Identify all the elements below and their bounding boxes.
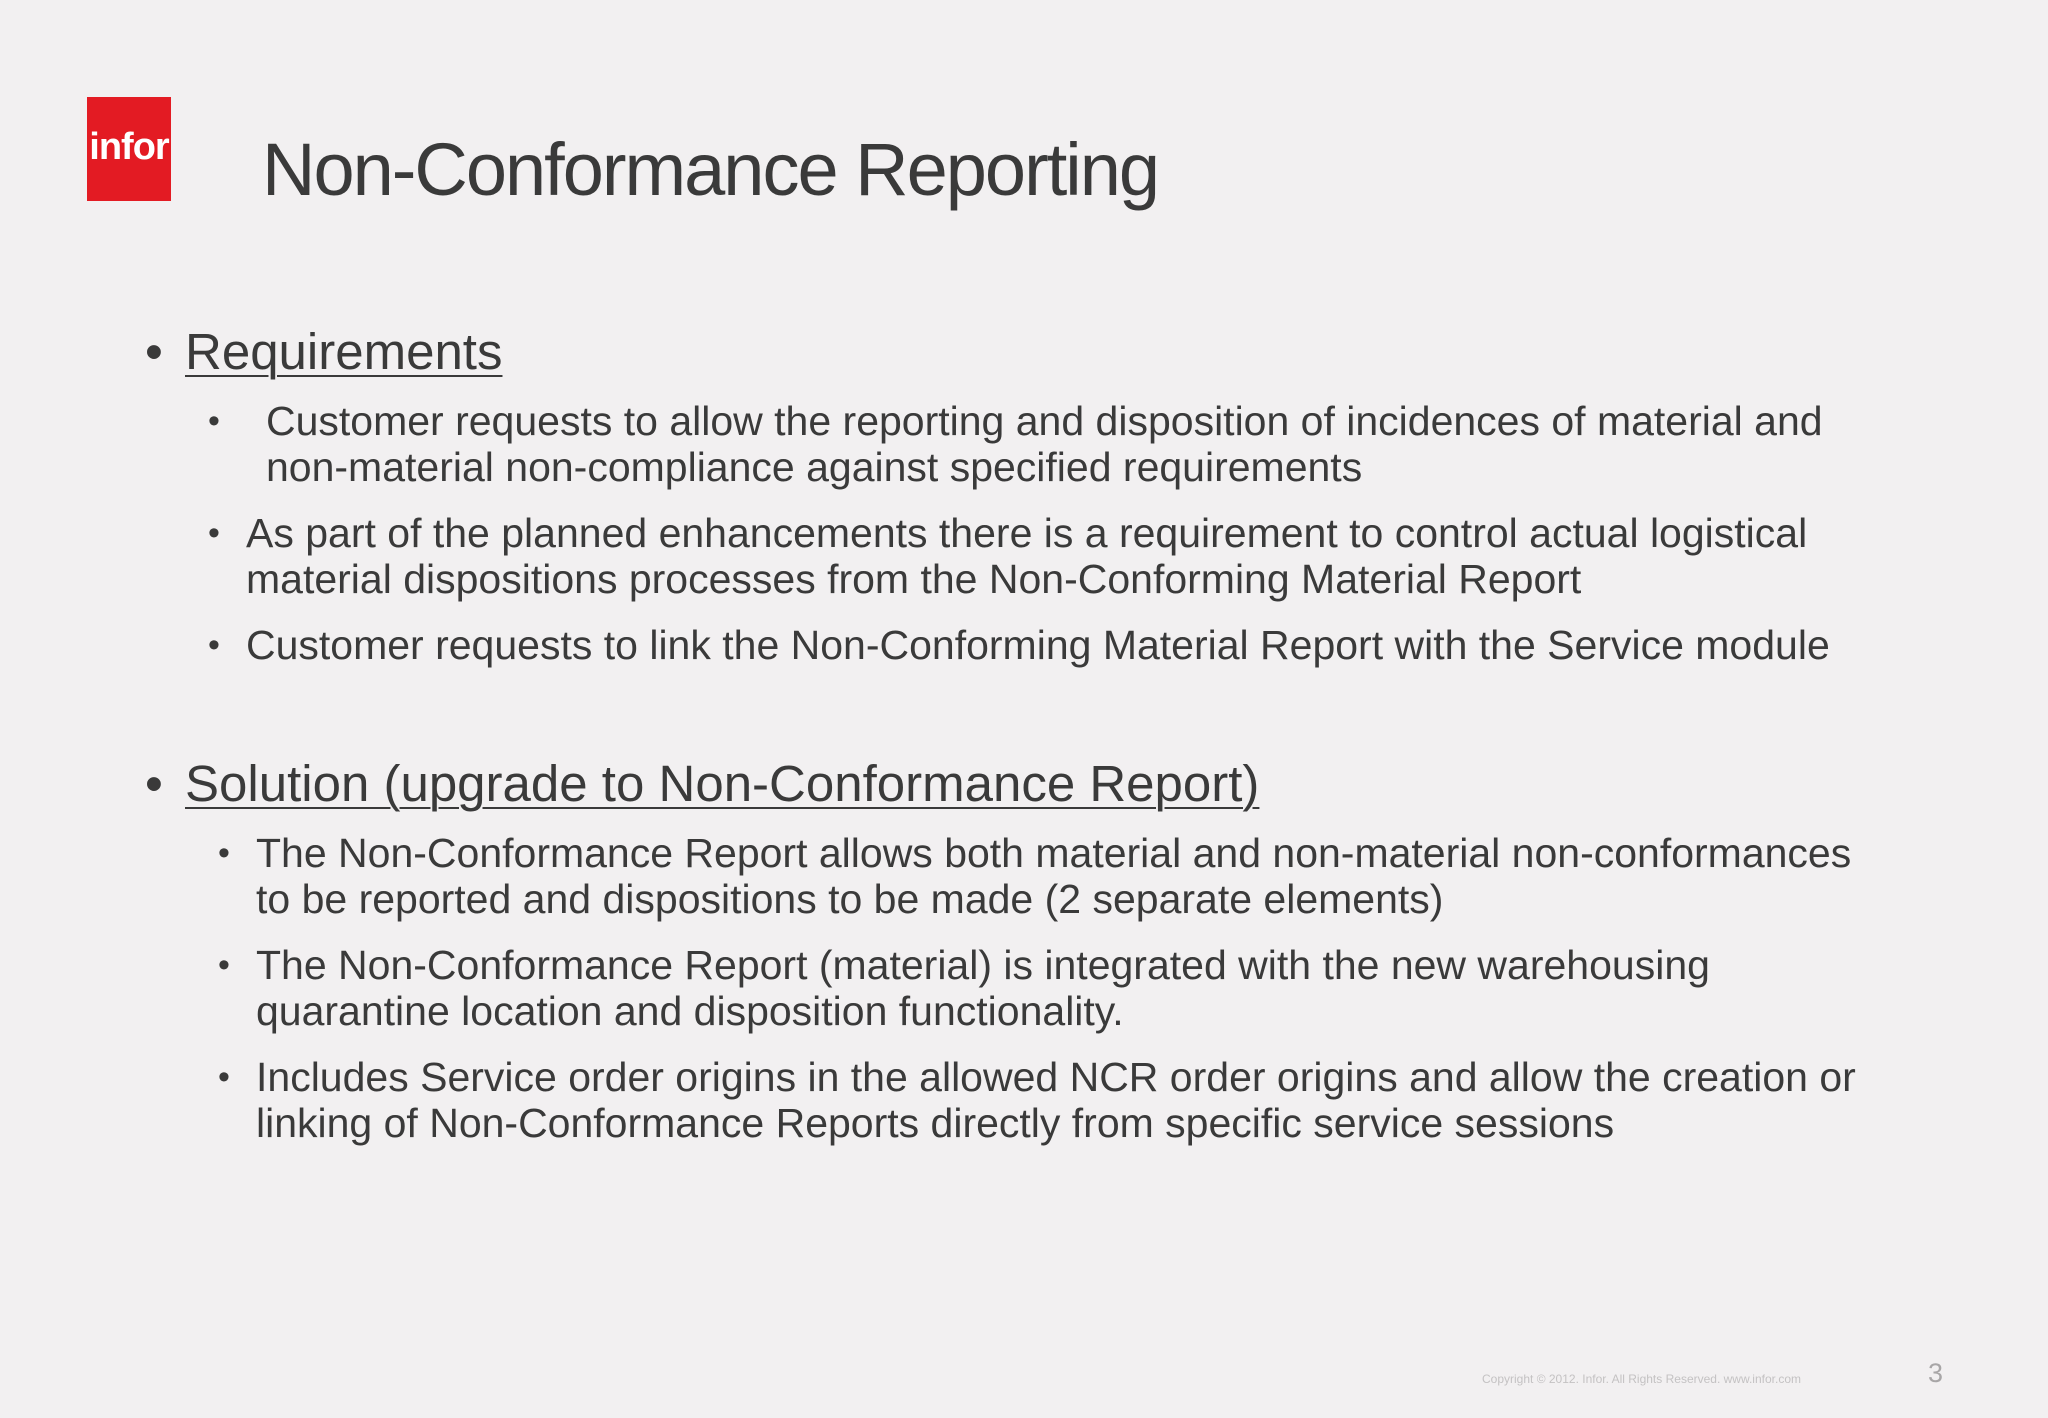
bullet-icon: • xyxy=(218,834,230,872)
page-number: 3 xyxy=(1928,1358,1944,1388)
list-item-line: The Non-Conformance Report allows both material and non-material non-conformances xyxy=(256,830,1852,876)
section-heading: Requirements xyxy=(185,323,503,380)
bullet-icon: • xyxy=(208,402,220,440)
list-item-line: The Non-Conformance Report (material) is integrated with the new warehousing xyxy=(256,942,1710,988)
logo-text: infor xyxy=(89,125,169,168)
list-item-line: material dispositions processes from the Non-Conforming Material Report xyxy=(246,556,1582,602)
list-item-line: to be reported and dispositions to be made (2 separate elements) xyxy=(256,876,1444,922)
list-item-line: linking of Non-Conformance Reports directly from specific service sessions xyxy=(256,1100,1615,1146)
bullet-icon: • xyxy=(208,626,220,664)
list-item-line: Customer requests to allow the reporting and disposition of incidences of material and xyxy=(266,398,1823,444)
list-item-line: Customer requests to link the Non-Conforming Material Report with the Service module xyxy=(246,622,1830,668)
list-item-line: quarantine location and disposition functionality. xyxy=(256,988,1124,1034)
list-item-line: Includes Service order origins in the allowed NCR order origins and allow the creation or xyxy=(256,1054,1856,1100)
list-item-line: As part of the planned enhancements there is a requirement to control actual logistical xyxy=(246,510,1808,556)
page-title: Non-Conformance Reporting xyxy=(262,128,1159,211)
section-heading: Solution (upgrade to Non-Conformance Report) xyxy=(185,755,1260,812)
bullet-icon: • xyxy=(145,323,163,380)
list-item-line: non-material non-compliance against specified requirements xyxy=(266,444,1363,490)
bullet-icon: • xyxy=(218,946,230,984)
copyright-notice: Copyright © 2012. Infor. All Rights Reserved. www.infor.com xyxy=(1482,1372,1801,1386)
bullet-icon: • xyxy=(218,1058,230,1096)
bullet-icon: • xyxy=(145,755,163,812)
bullet-icon: • xyxy=(208,514,220,552)
